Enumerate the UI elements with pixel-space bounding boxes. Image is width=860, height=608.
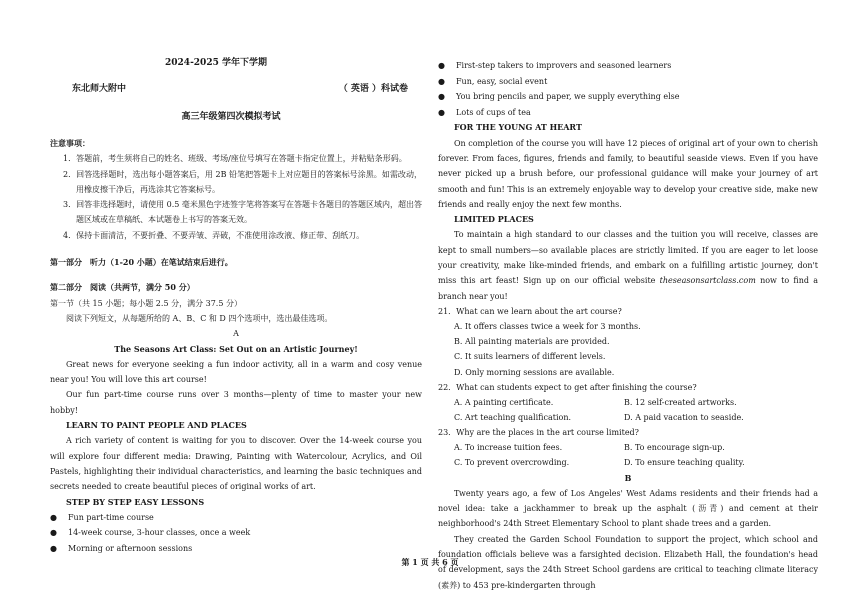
notice-item: 1．答题前，考生须将自己的姓名、班级、考场/座位号填写在答题卡指定位置上，并粘贴条形码。 xyxy=(63,154,407,164)
notice-item: 3．回答非选择题时，请使用 0.5 毫米黑色字迹签字笔将答案写在答题卡各题目的答题区域内，超出答题区域或在草稿纸、本试题卷上书写的答案无效。 xyxy=(63,200,422,225)
list-item xyxy=(438,105,818,121)
list-item xyxy=(438,74,818,90)
part-one-heading: 第一部分 听力（1-20 小题）在笔试结束后进行。 xyxy=(50,257,233,268)
passage-a-heading: LEARN TO PAINT PEOPLE AND PLACES xyxy=(66,420,247,431)
bullet-list xyxy=(50,510,422,557)
option-text: C. It suits learners of different levels. xyxy=(454,352,606,362)
bullet-list xyxy=(438,58,818,120)
answer-option[interactable]: B. To encourage sign-up. xyxy=(624,443,725,453)
answer-option[interactable] xyxy=(438,349,818,364)
list-item xyxy=(438,58,818,74)
part-two-heading: 第二部分 阅读（共两节，满分 50 分） xyxy=(50,282,195,293)
school-name: 东北师大附中 xyxy=(72,84,127,94)
answer-option[interactable]: A. A painting certificate. xyxy=(454,397,554,407)
answer-option[interactable]: B. 12 self-created artworks. xyxy=(624,397,737,407)
passage-a-paragraph: On completion of the course you will have 12 pieces of original art of your own to cherish forever. From faces, figures, friends and family, to beautiful seaside views. Even if you have never picked up a brush before, our professional guidance will make your journey of art smooth and fun! This is an extremely enjoyable way to develop your creative side, make new friends and really enjoy the next few months. xyxy=(438,138,818,209)
passage-a-paragraph: Great news for everyone seeking a fun indoor activity, all in a warm and cosy venue near you! You will love this art course! xyxy=(50,359,422,385)
page-number: 第 1 页 共 6 页 xyxy=(401,557,459,567)
option-text: D. Only morning sessions are available. xyxy=(454,367,615,377)
list-item-text: 14-week course, 3-hour classes, once a week xyxy=(68,528,251,538)
answer-option[interactable]: A. To increase tuition fees. xyxy=(454,443,563,453)
passage-a-letter: A xyxy=(233,329,239,339)
website-link: theseasonsartclass.com xyxy=(659,276,756,286)
answer-option-row xyxy=(438,440,818,455)
answer-option-row xyxy=(438,395,818,410)
passage-b-paragraph: Twenty years ago, a few of Los Angeles' West Adams residents and their friends had a novel idea: take a jackhammer to break up the asphalt (沥青) and cement at their neighborhood's 24th Street Elementary School to plant shade trees and a garden. xyxy=(438,488,818,529)
paragraph-text: now to find a branch near you! xyxy=(438,276,819,301)
answer-option[interactable] xyxy=(438,365,818,380)
reading-instruction: 阅读下列短文，从每题所给的 A、B、C 和 D 四个选项中，选出最佳选项。 xyxy=(66,313,333,323)
passage-a-paragraph: A rich variety of content is waiting for you to discover. Over the 14-week course you will explore four different media: Drawing, Painting with Watercolour, Acrylics, and Oil Pastels, highlighting their individual characteristics, and learning the basic techniques and secrets needed to create beautiful pieces of original works of art. xyxy=(50,436,422,492)
subject-title: （ 英语 ）科试卷 xyxy=(338,84,408,94)
left-column xyxy=(50,54,422,557)
list-item xyxy=(50,510,422,526)
list-item xyxy=(50,541,422,557)
notice-item: 4．保持卡面清洁，不要折叠、不要弄皱、弄破，不准使用涂改液、修正带、刮纸刀。 xyxy=(63,230,365,240)
option-text: A. It offers classes twice a week for 3 months. xyxy=(454,322,641,332)
list-item-text: Fun part-time course xyxy=(68,512,154,522)
list-item-text: Fun, easy, social event xyxy=(456,76,548,86)
passage-a-heading: STEP BY STEP EASY LESSONS xyxy=(66,496,205,507)
passage-b-paragraph: They created the Garden School Foundation to support the project, which school and foundation officials believe was a farsighted decision. Elizabeth Hall, the foundation's head of development, says the 24th Street School gardens are critical to teaching climate literacy (素养) to 453 pre-kindergarten through xyxy=(438,534,818,590)
answer-option[interactable]: D. To ensure teaching quality. xyxy=(624,458,745,468)
list-item-text: First-step takers to improvers and seasoned learners xyxy=(456,61,672,70)
question-stem: 21．What can we learn about the art course? xyxy=(438,306,622,316)
bullet-icon: ● xyxy=(438,92,445,102)
passage-a-heading: FOR THE YOUNG AT HEART xyxy=(454,122,582,133)
answer-option-row xyxy=(438,455,818,470)
right-column xyxy=(438,58,818,593)
term-title: 2024-2025 学年下学期 xyxy=(165,58,267,68)
list-item-text: You bring pencils and paper, we supply everything else xyxy=(456,92,680,102)
section-one-heading: 第一节（共 15 小题；每小题 2.5 分，满分 37.5 分） xyxy=(50,298,242,308)
question-stem: 22．What can students expect to get after finishing the course? xyxy=(438,382,697,392)
bullet-icon: ● xyxy=(438,76,445,86)
bullet-icon: ● xyxy=(50,512,57,522)
notice-list xyxy=(50,151,422,243)
answer-option-row xyxy=(438,410,818,425)
option-text: B. All painting materials are provided. xyxy=(454,337,610,347)
exam-title: 高三年级第四次模拟考试 xyxy=(181,112,281,122)
answer-option[interactable]: C. To prevent overcrowding. xyxy=(454,458,570,468)
notice-title: 注意事项： xyxy=(50,138,90,148)
question-stem: 23．Why are the places in the art course limited? xyxy=(438,428,639,438)
passage-a-paragraph: Our fun part-time course runs over 3 months—plenty of time to master your new hobby! xyxy=(50,390,422,415)
answer-option[interactable] xyxy=(438,334,818,349)
list-item xyxy=(50,525,422,541)
notice-item: 2．回答选择题时，选出每小题答案后，用 2B 铅笔把答题卡上对应题目的答案标号涂黑。如需改动，用橡皮擦干净后，再选涂其它答案标号。 xyxy=(63,169,422,194)
paragraph-text: To maintain a high standard to our classes and the tuition you will receive, classes are kept to small numbers—so available places are strictly limited. If you are eager to let loose your creativity, make like-minded friends, and embark on a fulfilling artistic journey, don't miss this art feast! Sign up on our official website xyxy=(438,230,818,286)
answer-option[interactable]: C. Art teaching qualification. xyxy=(454,413,572,422)
list-item-text: Morning or afternoon sessions xyxy=(68,544,193,554)
list-item-text: Lots of cups of tea xyxy=(456,107,531,117)
answer-option[interactable] xyxy=(438,319,818,334)
bullet-icon: ● xyxy=(50,544,57,554)
passage-a-paragraph xyxy=(438,227,818,303)
passage-a-heading: LIMITED PLACES xyxy=(454,214,534,225)
passage-b-letter: B xyxy=(624,472,632,483)
passage-a-title: The Seasons Art Class: Set Out on an Artistic Journey! xyxy=(114,343,358,354)
bullet-icon: ● xyxy=(50,528,57,538)
school-subject-row xyxy=(50,80,422,98)
bullet-icon: ● xyxy=(438,61,445,70)
list-item xyxy=(438,89,818,105)
bullet-icon: ● xyxy=(438,107,445,117)
answer-option[interactable]: D. A paid vacation to seaside. xyxy=(624,413,744,422)
